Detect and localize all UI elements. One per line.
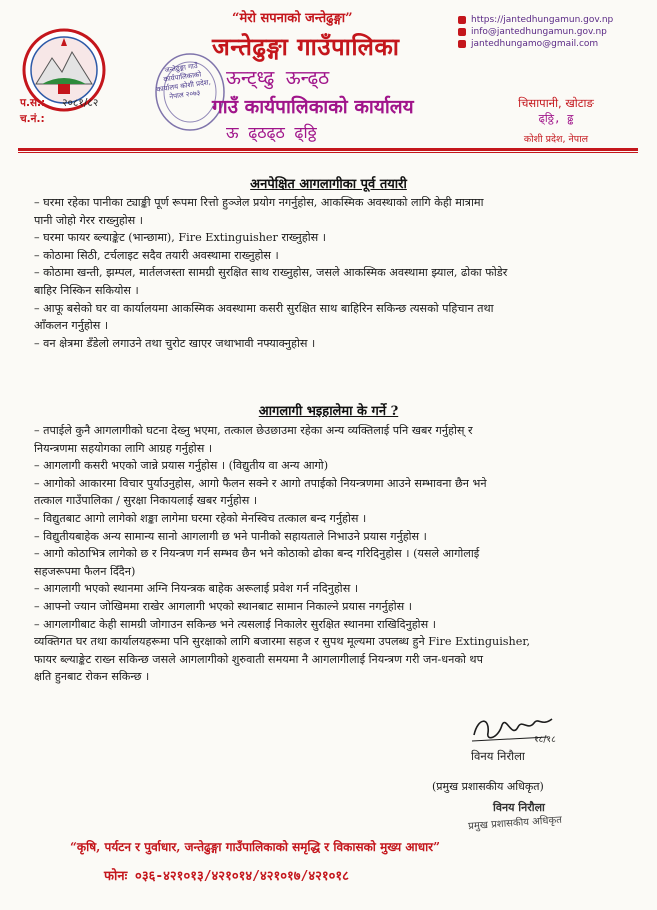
contact-block <box>458 14 613 50</box>
list-item: – आगलागी कसरी भएको जान्ने प्रयास गर्नुहोस । (विद्युतीय वा अन्य आगो) <box>34 459 329 473</box>
list-item: नियन्त्रणमा सहयोगका लागि आग्रह गर्नुहोस । <box>34 441 213 455</box>
signature-date: १८/१८ <box>534 735 556 745</box>
list-item: तत्काल गाउँपालिका / सुरक्षा निकायलाई खबर गर्नुहोस । <box>34 494 258 508</box>
list-item: – आगो कोठाभित्र लागेको छ र नियन्त्रण गर्न सम्भव छैन भने कोठाको ढोका बन्द गरिदिनुहोस । (यसले आगोलाई <box>34 547 480 561</box>
email-icon <box>458 28 466 36</box>
list-item: – विद्युतीयबाहेक अन्य सामान्य सानो आगलागी छ भने पानीको सहायताले निभाउने प्रयास गर्नुहोस । <box>34 529 427 543</box>
reference-block <box>20 96 99 128</box>
stamp-text: जन्तेढुङ्गा गाउँ कार्यपालिकाको कार्यालय कोशी प्रदेश, नेपाल २०७३ <box>155 61 212 102</box>
contact-email[interactable] <box>458 26 613 38</box>
dispatch-number <box>20 112 45 128</box>
list-item: – आगलागी भएको स्थानमा अग्नि नियन्त्रक बाहेक अरूलाई प्रवेश गर्न नदिनुहोस । <box>34 582 359 596</box>
organization-name-script: ऊन्ट्ध्ढु ऊन्ढ्ठ <box>226 67 330 89</box>
list-item: – घरमा रहेका पानीका ट्याङ्की पूर्ण रूपमा रित्तो हुञ्जेल प्रयोग नगर्नुहोस, आकस्मिक अवस्थाको लागि केही मात्रामा <box>34 196 484 209</box>
list-item: – घरमा फायर ब्ल्याङ्केट (भान्छामा), Fire Extinguisher राख्नुहोस । <box>34 231 326 245</box>
list-item: – आफ्नो ज्यान जोखिममा राखेर आगलागी भएको स्थानबाट सामान निकाल्ने प्रयास नगर्नुहोस । <box>34 599 412 613</box>
address-script-line: ढ्ठ्ठि, ढ्ढ <box>538 112 574 125</box>
response-list <box>34 422 626 686</box>
header-divider <box>18 148 638 151</box>
office-name: गाउँ कार्यपालिकाको कार्यालय <box>212 96 414 118</box>
list-item: पानी जोहो गेरर राख्नुहोस । <box>34 213 144 227</box>
list-item: – आगोको आकारमा विचार पुर्याउनुहोस, आगो फैलन सक्ने र आगो तपाईको नियन्त्रणमा आउने सम्भावना छैन भने <box>34 476 487 490</box>
footer-slogan: “कृषि, पर्यटन र पुर्वाधार, जन्तेढुङ्गा गाउँपालिकाको समृद्धि र विकासको मुख्य आधार” <box>70 840 440 854</box>
list-item: – वन क्षेत्रमा डँडेलो लगाउने तथा चुरोट खाएर जथाभावी नफ्याक्नुहोस । <box>34 336 316 350</box>
list-item: – कोठामा खन्ती, झम्पल, मार्तलजस्ता सामग्री सुरक्षित साथ राख्नुहोस, जसले आकस्मिक अवस्थामा झ्याल, ढोका फोडेर <box>34 266 508 280</box>
contact-gmail[interactable] <box>458 38 613 50</box>
footer-phone: फोनः ०३६-४२१०१३/४२१०१४/४२१०१७/४२१०१८ <box>104 869 349 884</box>
list-item: आँकलन गर्नुहोस । <box>34 319 109 333</box>
web-icon <box>458 16 466 24</box>
motto: “मेरो सपनाको जन्तेढुङ्गा” <box>232 11 353 26</box>
address-line: चिसापानी, खोटाङ <box>518 96 594 110</box>
name-stamp: विनय निरौला <box>493 801 545 814</box>
section-title-response: आगलागी भइहालेमा के गर्ने ? <box>258 404 399 419</box>
organization-name: जन्तेढुङ्गा गाउँपालिका <box>212 32 400 61</box>
closing-paragraph: फायर ब्ल्याङ्केट राख्न सकिन्छ जसले आगलागीको शुरुवाती समयमा नै आगलागीलाई नियन्त्रण गरी जन-धनको थप <box>34 652 483 666</box>
list-item: – आफू बसेको घर वा कार्यालयमा आकस्मिक अवस्थामा कसरी सुरक्षित साथ बाहिरिन सकिन्छ त्यसको पहिचान तथा <box>34 301 494 315</box>
closing-paragraph: व्यक्तिगत घर तथा कार्यालयहरूमा पनि सुरक्षाको लागि बजारमा सहज र सुपथ मूल्यमा उपलब्ध हुने Fire Extinguisher, <box>34 635 531 649</box>
office-name-script: ऊ ढ्ठढ्ठ ढ्ठ्ठि <box>226 123 317 142</box>
signer-title: (प्रमुख प्रशासकीय अधिकृत) <box>432 780 544 793</box>
list-item: – विद्युतबाट आगो लागेको शङ्का लागेमा घरमा रहेको मेनस्विच तत्काल बन्द गर्नुहोस । <box>34 511 367 525</box>
title-stamp: प्रमुख प्रशासकीय अधिकृत <box>467 814 563 833</box>
gmail-text: jantedhungamo@gmail.com <box>471 39 599 49</box>
reference-value: २०८१/८२ <box>62 97 99 109</box>
header-divider-thin <box>18 152 638 153</box>
dispatch-label: च.नं.: <box>20 113 45 125</box>
contact-website[interactable] <box>458 14 613 26</box>
province-line: कोशी प्रदेश, नेपाल <box>523 134 589 145</box>
closing-paragraph: क्षति हुनबाट रोकन सकिन्छ । <box>34 670 150 684</box>
list-item: सहजरूपमा फैलन दिँदैन) <box>34 564 136 578</box>
list-item: बाहिर निस्किन सकियोस । <box>34 283 139 297</box>
list-item: – आगलागीबाट केही सामग्री जोगाउन सकिन्छ भने त्यसलाई निकालेर सुरक्षित स्थानमा राखिदिनुहोस । <box>34 617 436 631</box>
reference-number <box>20 96 99 112</box>
website-text: https://jantedhungamun.gov.np <box>471 15 614 25</box>
section-title-preparation: अनपेक्षित आगलागीका पूर्व तयारी <box>250 177 407 192</box>
email-text: info@jantedhungamun.gov.np <box>471 27 607 37</box>
list-item: – कोठामा सिठी, टर्चलाइट सदैव तयारी अवस्थामा राख्नुहोस । <box>34 248 279 262</box>
list-item: – तपाईले कुनै आगलागीको घटना देख्नु भएमा, तत्काल छेउछाउमा रहेका अन्य व्यक्तिलाई पनि खबर गर्नुहोस् र <box>34 424 473 437</box>
email-icon <box>458 40 466 48</box>
address-block <box>496 96 616 145</box>
signer-name: विनय निरौला <box>471 749 525 763</box>
preparation-list <box>34 194 626 352</box>
reference-label: प.सं.: <box>20 97 46 109</box>
